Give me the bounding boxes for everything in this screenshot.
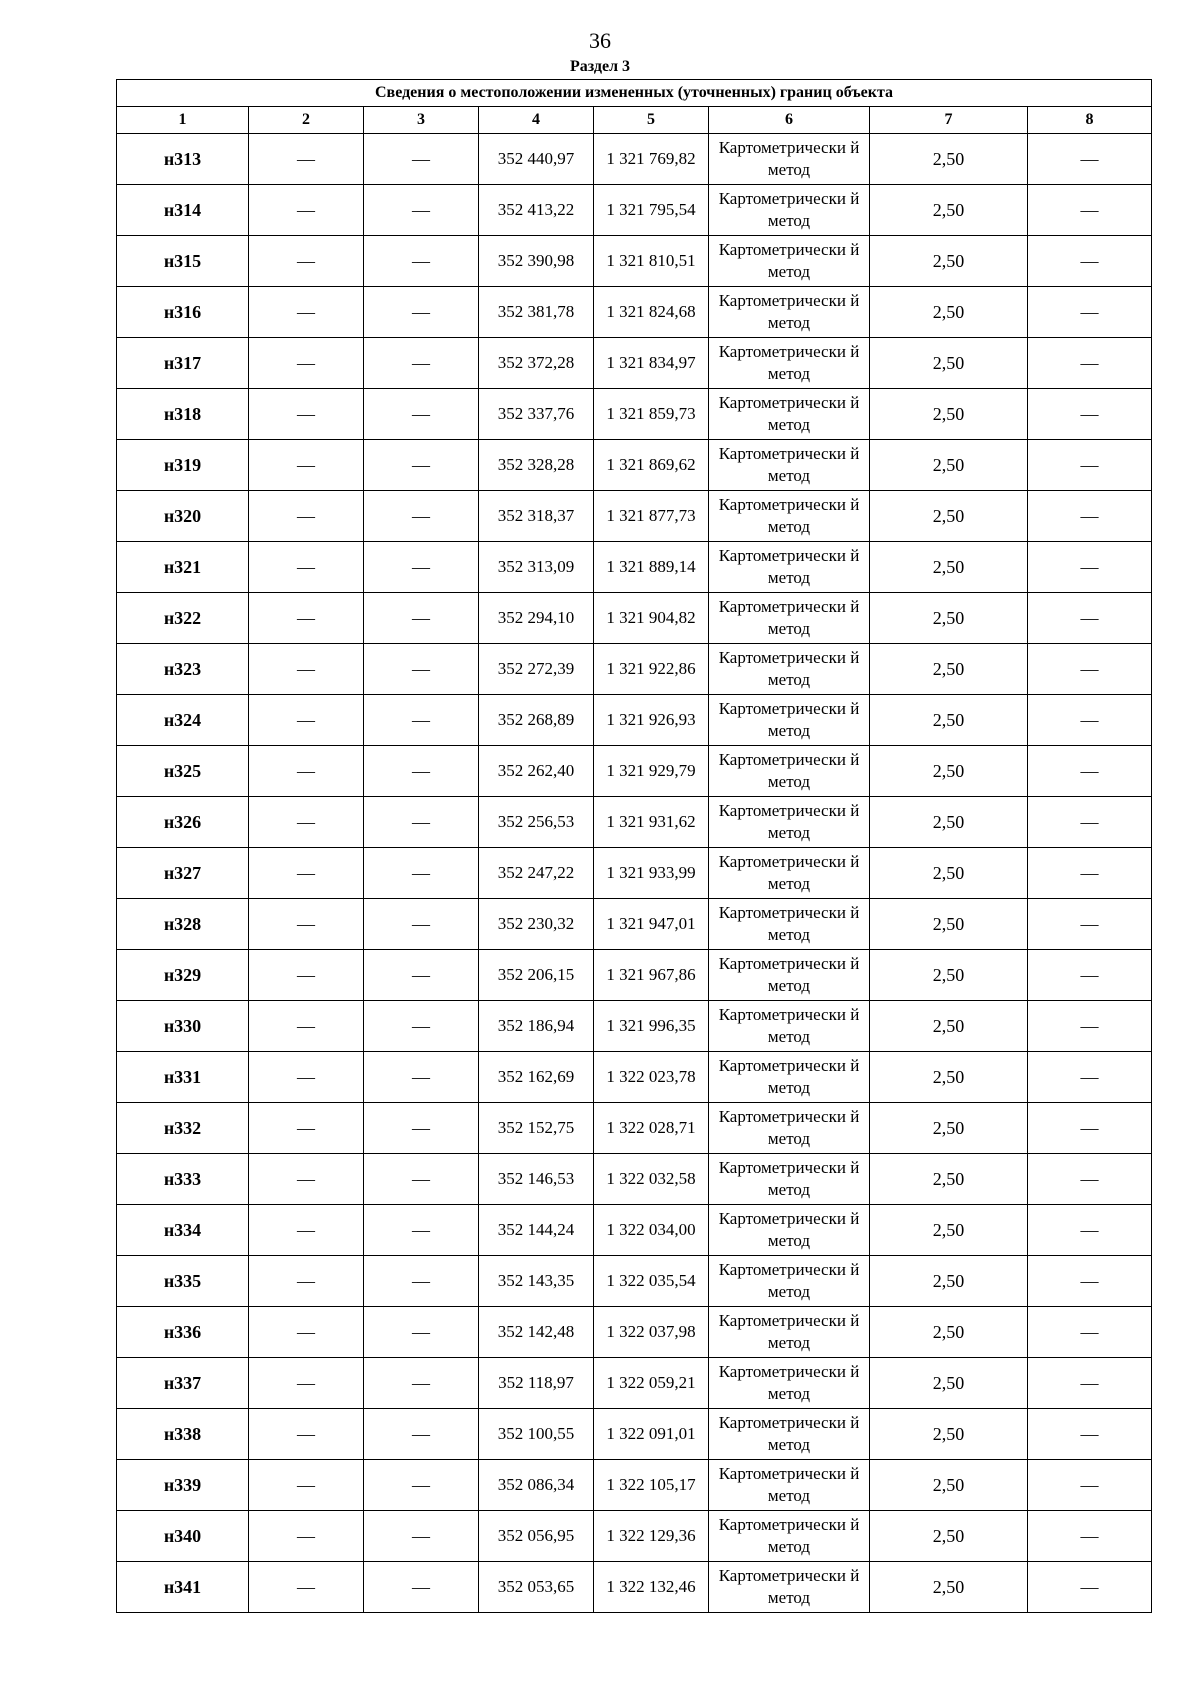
method-cell: Картометрически й метод: [709, 899, 870, 950]
point-name-cell: н340: [117, 1511, 249, 1562]
table-row: [117, 1460, 1152, 1511]
point-name-cell: н318: [117, 389, 249, 440]
column-8-cell: —: [1028, 644, 1152, 695]
table-row: [117, 440, 1152, 491]
column-3-cell: —: [364, 542, 479, 593]
method-cell: Картометрически й метод: [709, 1409, 870, 1460]
table-row: [117, 593, 1152, 644]
column-2-cell: —: [249, 287, 364, 338]
coordinate-x-cell: 352 206,15: [479, 950, 594, 1001]
column-header-5: 5: [594, 107, 709, 134]
column-2-cell: —: [249, 797, 364, 848]
coordinate-x-cell: 352 256,53: [479, 797, 594, 848]
coordinate-y-cell: 1 321 929,79: [594, 746, 709, 797]
column-2-cell: —: [249, 1256, 364, 1307]
column-2-cell: —: [249, 848, 364, 899]
column-3-cell: —: [364, 1001, 479, 1052]
page-number: 36: [589, 28, 611, 53]
column-8-cell: —: [1028, 797, 1152, 848]
column-3-cell: —: [364, 1409, 479, 1460]
column-3-cell: —: [364, 1256, 479, 1307]
column-header-7: 7: [870, 107, 1028, 134]
point-name-cell: н333: [117, 1154, 249, 1205]
point-name-cell: н324: [117, 695, 249, 746]
table-row: [117, 1256, 1152, 1307]
column-2-cell: —: [249, 1307, 364, 1358]
coordinate-x-cell: 352 318,37: [479, 491, 594, 542]
point-name-cell: н332: [117, 1103, 249, 1154]
point-name-cell: н338: [117, 1409, 249, 1460]
coordinate-x-cell: 352 086,34: [479, 1460, 594, 1511]
accuracy-cell: 2,50: [870, 746, 1028, 797]
method-cell: Картометрически й метод: [709, 389, 870, 440]
point-name-cell: н331: [117, 1052, 249, 1103]
column-header-3: 3: [364, 107, 479, 134]
coordinate-x-cell: 352 294,10: [479, 593, 594, 644]
coordinate-x-cell: 352 186,94: [479, 1001, 594, 1052]
coordinate-x-cell: 352 381,78: [479, 287, 594, 338]
point-name-cell: н313: [117, 134, 249, 185]
accuracy-cell: 2,50: [870, 1256, 1028, 1307]
point-name-cell: н337: [117, 1358, 249, 1409]
table-row: [117, 1307, 1152, 1358]
column-2-cell: —: [249, 1205, 364, 1256]
column-3-cell: —: [364, 1358, 479, 1409]
coordinate-x-cell: 352 268,89: [479, 695, 594, 746]
accuracy-cell: 2,50: [870, 695, 1028, 746]
method-cell: Картометрически й метод: [709, 746, 870, 797]
coordinate-y-cell: 1 322 032,58: [594, 1154, 709, 1205]
method-cell: Картометрически й метод: [709, 287, 870, 338]
column-8-cell: —: [1028, 1052, 1152, 1103]
accuracy-cell: 2,50: [870, 1154, 1028, 1205]
column-8-cell: —: [1028, 1103, 1152, 1154]
point-name-cell: н326: [117, 797, 249, 848]
accuracy-cell: 2,50: [870, 236, 1028, 287]
column-header-8: 8: [1028, 107, 1152, 134]
coordinate-x-cell: 352 262,40: [479, 746, 594, 797]
point-name-cell: н334: [117, 1205, 249, 1256]
column-3-cell: —: [364, 1205, 479, 1256]
point-name-cell: н322: [117, 593, 249, 644]
accuracy-cell: 2,50: [870, 389, 1028, 440]
coordinate-x-cell: 352 056,95: [479, 1511, 594, 1562]
table-row: [117, 287, 1152, 338]
column-8-cell: —: [1028, 746, 1152, 797]
column-3-cell: —: [364, 695, 479, 746]
column-2-cell: —: [249, 1460, 364, 1511]
coordinate-y-cell: 1 322 028,71: [594, 1103, 709, 1154]
coordinate-y-cell: 1 321 810,51: [594, 236, 709, 287]
method-cell: Картометрически й метод: [709, 593, 870, 644]
coordinate-x-cell: 352 440,97: [479, 134, 594, 185]
coordinate-y-cell: 1 322 091,01: [594, 1409, 709, 1460]
column-3-cell: —: [364, 389, 479, 440]
point-name-cell: н314: [117, 185, 249, 236]
accuracy-cell: 2,50: [870, 1460, 1028, 1511]
accuracy-cell: 2,50: [870, 1001, 1028, 1052]
table-row: [117, 389, 1152, 440]
accuracy-cell: 2,50: [870, 134, 1028, 185]
column-2-cell: —: [249, 491, 364, 542]
method-cell: Картометрически й метод: [709, 491, 870, 542]
accuracy-cell: 2,50: [870, 542, 1028, 593]
method-cell: Картометрически й метод: [709, 1205, 870, 1256]
coordinate-y-cell: 1 321 967,86: [594, 950, 709, 1001]
column-2-cell: —: [249, 338, 364, 389]
table-row: [117, 1052, 1152, 1103]
coordinate-y-cell: 1 322 035,54: [594, 1256, 709, 1307]
method-cell: Картометрически й метод: [709, 1154, 870, 1205]
column-8-cell: —: [1028, 491, 1152, 542]
column-2-cell: —: [249, 1103, 364, 1154]
method-cell: Картометрически й метод: [709, 797, 870, 848]
column-8-cell: —: [1028, 389, 1152, 440]
coordinate-x-cell: 352 152,75: [479, 1103, 594, 1154]
table-row: [117, 746, 1152, 797]
column-3-cell: —: [364, 899, 479, 950]
column-header-2: 2: [249, 107, 364, 134]
coordinate-y-cell: 1 321 769,82: [594, 134, 709, 185]
column-3-cell: —: [364, 1562, 479, 1613]
table-caption: Сведения о местоположении измененных (уточненных) границ объекта: [117, 80, 1152, 107]
column-2-cell: —: [249, 1562, 364, 1613]
column-8-cell: —: [1028, 287, 1152, 338]
method-cell: Картометрически й метод: [709, 1358, 870, 1409]
column-3-cell: —: [364, 338, 479, 389]
column-2-cell: —: [249, 644, 364, 695]
table-row: [117, 1562, 1152, 1613]
table-row: [117, 1001, 1152, 1052]
column-2-cell: —: [249, 185, 364, 236]
column-8-cell: —: [1028, 1154, 1152, 1205]
point-name-cell: н315: [117, 236, 249, 287]
coordinate-y-cell: 1 321 877,73: [594, 491, 709, 542]
method-cell: Картометрически й метод: [709, 185, 870, 236]
method-cell: Картометрически й метод: [709, 1562, 870, 1613]
method-cell: Картометрически й метод: [709, 1256, 870, 1307]
accuracy-cell: 2,50: [870, 950, 1028, 1001]
column-3-cell: —: [364, 185, 479, 236]
column-header-4: 4: [479, 107, 594, 134]
coordinate-x-cell: 352 142,48: [479, 1307, 594, 1358]
method-cell: Картометрически й метод: [709, 644, 870, 695]
point-name-cell: н320: [117, 491, 249, 542]
coordinate-x-cell: 352 272,39: [479, 644, 594, 695]
column-3-cell: —: [364, 797, 479, 848]
accuracy-cell: 2,50: [870, 1307, 1028, 1358]
coordinate-y-cell: 1 322 023,78: [594, 1052, 709, 1103]
table-row: [117, 542, 1152, 593]
table-row: [117, 1409, 1152, 1460]
coordinate-y-cell: 1 321 904,82: [594, 593, 709, 644]
table-row: [117, 797, 1152, 848]
column-8-cell: —: [1028, 1358, 1152, 1409]
method-cell: Картометрически й метод: [709, 236, 870, 287]
column-2-cell: —: [249, 1511, 364, 1562]
coordinates-table: [116, 79, 1152, 1613]
table-row: [117, 848, 1152, 899]
column-8-cell: —: [1028, 440, 1152, 491]
point-name-cell: н329: [117, 950, 249, 1001]
column-3-cell: —: [364, 1511, 479, 1562]
table-header-row: [117, 107, 1152, 134]
coordinate-y-cell: 1 321 996,35: [594, 1001, 709, 1052]
column-3-cell: —: [364, 593, 479, 644]
column-2-cell: —: [249, 1358, 364, 1409]
coordinate-y-cell: 1 321 859,73: [594, 389, 709, 440]
accuracy-cell: 2,50: [870, 848, 1028, 899]
point-name-cell: н327: [117, 848, 249, 899]
coordinate-x-cell: 352 313,09: [479, 542, 594, 593]
point-name-cell: н335: [117, 1256, 249, 1307]
column-2-cell: —: [249, 1154, 364, 1205]
point-name-cell: н328: [117, 899, 249, 950]
accuracy-cell: 2,50: [870, 338, 1028, 389]
coordinate-y-cell: 1 322 059,21: [594, 1358, 709, 1409]
coordinate-y-cell: 1 321 922,86: [594, 644, 709, 695]
table-row: [117, 899, 1152, 950]
column-3-cell: —: [364, 1154, 479, 1205]
table-caption-row: [117, 80, 1152, 107]
method-cell: Картометрически й метод: [709, 1001, 870, 1052]
column-8-cell: —: [1028, 1409, 1152, 1460]
method-cell: Картометрически й метод: [709, 134, 870, 185]
point-name-cell: н325: [117, 746, 249, 797]
coordinate-y-cell: 1 322 034,00: [594, 1205, 709, 1256]
column-2-cell: —: [249, 899, 364, 950]
column-8-cell: —: [1028, 1460, 1152, 1511]
coordinate-x-cell: 352 100,55: [479, 1409, 594, 1460]
column-3-cell: —: [364, 134, 479, 185]
accuracy-cell: 2,50: [870, 593, 1028, 644]
column-3-cell: —: [364, 1103, 479, 1154]
table-row: [117, 1103, 1152, 1154]
coordinate-y-cell: 1 321 933,99: [594, 848, 709, 899]
coordinate-y-cell: 1 321 931,62: [594, 797, 709, 848]
coordinate-y-cell: 1 322 129,36: [594, 1511, 709, 1562]
point-name-cell: н336: [117, 1307, 249, 1358]
point-name-cell: н339: [117, 1460, 249, 1511]
column-2-cell: —: [249, 1001, 364, 1052]
table-row: [117, 134, 1152, 185]
coordinate-x-cell: 352 146,53: [479, 1154, 594, 1205]
column-3-cell: —: [364, 848, 479, 899]
column-3-cell: —: [364, 236, 479, 287]
accuracy-cell: 2,50: [870, 1409, 1028, 1460]
column-2-cell: —: [249, 1409, 364, 1460]
column-8-cell: —: [1028, 1256, 1152, 1307]
table-row: [117, 1205, 1152, 1256]
accuracy-cell: 2,50: [870, 1052, 1028, 1103]
column-8-cell: —: [1028, 848, 1152, 899]
column-3-cell: —: [364, 950, 479, 1001]
table-row: [117, 338, 1152, 389]
column-2-cell: —: [249, 389, 364, 440]
point-name-cell: н316: [117, 287, 249, 338]
column-8-cell: —: [1028, 1205, 1152, 1256]
column-3-cell: —: [364, 491, 479, 542]
coordinate-x-cell: 352 053,65: [479, 1562, 594, 1613]
method-cell: Картометрически й метод: [709, 1511, 870, 1562]
column-2-cell: —: [249, 1052, 364, 1103]
column-2-cell: —: [249, 593, 364, 644]
accuracy-cell: 2,50: [870, 287, 1028, 338]
column-8-cell: —: [1028, 185, 1152, 236]
point-name-cell: н341: [117, 1562, 249, 1613]
column-3-cell: —: [364, 1460, 479, 1511]
accuracy-cell: 2,50: [870, 1562, 1028, 1613]
column-8-cell: —: [1028, 542, 1152, 593]
accuracy-cell: 2,50: [870, 644, 1028, 695]
coordinate-y-cell: 1 321 795,54: [594, 185, 709, 236]
coordinate-y-cell: 1 321 834,97: [594, 338, 709, 389]
coordinate-y-cell: 1 322 037,98: [594, 1307, 709, 1358]
coordinate-x-cell: 352 337,76: [479, 389, 594, 440]
column-2-cell: —: [249, 950, 364, 1001]
column-3-cell: —: [364, 1307, 479, 1358]
method-cell: Картометрически й метод: [709, 950, 870, 1001]
accuracy-cell: 2,50: [870, 1103, 1028, 1154]
coordinate-x-cell: 352 390,98: [479, 236, 594, 287]
column-8-cell: —: [1028, 899, 1152, 950]
coordinate-y-cell: 1 321 869,62: [594, 440, 709, 491]
point-name-cell: н330: [117, 1001, 249, 1052]
point-name-cell: н319: [117, 440, 249, 491]
column-8-cell: —: [1028, 1511, 1152, 1562]
accuracy-cell: 2,50: [870, 1358, 1028, 1409]
column-8-cell: —: [1028, 338, 1152, 389]
table-row: [117, 950, 1152, 1001]
method-cell: Картометрически й метод: [709, 848, 870, 899]
method-cell: Картометрически й метод: [709, 440, 870, 491]
accuracy-cell: 2,50: [870, 1205, 1028, 1256]
accuracy-cell: 2,50: [870, 185, 1028, 236]
coordinate-x-cell: 352 230,32: [479, 899, 594, 950]
column-8-cell: —: [1028, 950, 1152, 1001]
table-row: [117, 185, 1152, 236]
column-3-cell: —: [364, 287, 479, 338]
method-cell: Картометрически й метод: [709, 1307, 870, 1358]
coordinate-x-cell: 352 413,22: [479, 185, 594, 236]
table-row: [117, 1511, 1152, 1562]
coordinate-y-cell: 1 321 824,68: [594, 287, 709, 338]
accuracy-cell: 2,50: [870, 899, 1028, 950]
column-3-cell: —: [364, 644, 479, 695]
column-header-1: 1: [117, 107, 249, 134]
column-header-6: 6: [709, 107, 870, 134]
column-2-cell: —: [249, 695, 364, 746]
method-cell: Картометрически й метод: [709, 542, 870, 593]
table-row: [117, 1154, 1152, 1205]
column-2-cell: —: [249, 746, 364, 797]
coordinate-y-cell: 1 321 926,93: [594, 695, 709, 746]
method-cell: Картометрически й метод: [709, 1103, 870, 1154]
coordinate-x-cell: 352 118,97: [479, 1358, 594, 1409]
column-2-cell: —: [249, 440, 364, 491]
accuracy-cell: 2,50: [870, 491, 1028, 542]
accuracy-cell: 2,50: [870, 797, 1028, 848]
coordinate-x-cell: 352 328,28: [479, 440, 594, 491]
coordinate-x-cell: 352 144,24: [479, 1205, 594, 1256]
column-8-cell: —: [1028, 1307, 1152, 1358]
column-2-cell: —: [249, 134, 364, 185]
table-body: [117, 134, 1152, 1613]
method-cell: Картометрически й метод: [709, 695, 870, 746]
column-8-cell: —: [1028, 236, 1152, 287]
column-8-cell: —: [1028, 1562, 1152, 1613]
column-3-cell: —: [364, 440, 479, 491]
accuracy-cell: 2,50: [870, 440, 1028, 491]
column-2-cell: —: [249, 542, 364, 593]
coordinate-x-cell: 352 162,69: [479, 1052, 594, 1103]
accuracy-cell: 2,50: [870, 1511, 1028, 1562]
column-8-cell: —: [1028, 593, 1152, 644]
point-name-cell: н323: [117, 644, 249, 695]
coordinate-y-cell: 1 321 947,01: [594, 899, 709, 950]
coordinate-x-cell: 352 247,22: [479, 848, 594, 899]
table-row: [117, 644, 1152, 695]
column-8-cell: —: [1028, 134, 1152, 185]
table-row: [117, 695, 1152, 746]
table-row: [117, 1358, 1152, 1409]
coordinate-y-cell: 1 322 132,46: [594, 1562, 709, 1613]
method-cell: Картометрически й метод: [709, 1460, 870, 1511]
table-row: [117, 491, 1152, 542]
column-3-cell: —: [364, 746, 479, 797]
point-name-cell: н321: [117, 542, 249, 593]
coordinate-x-cell: 352 372,28: [479, 338, 594, 389]
coordinate-y-cell: 1 322 105,17: [594, 1460, 709, 1511]
column-8-cell: —: [1028, 1001, 1152, 1052]
coordinate-y-cell: 1 321 889,14: [594, 542, 709, 593]
table-row: [117, 236, 1152, 287]
section-title: Раздел 3: [569, 58, 631, 75]
coordinate-x-cell: 352 143,35: [479, 1256, 594, 1307]
point-name-cell: н317: [117, 338, 249, 389]
column-3-cell: —: [364, 1052, 479, 1103]
method-cell: Картометрически й метод: [709, 338, 870, 389]
method-cell: Картометрически й метод: [709, 1052, 870, 1103]
column-8-cell: —: [1028, 695, 1152, 746]
column-2-cell: —: [249, 236, 364, 287]
